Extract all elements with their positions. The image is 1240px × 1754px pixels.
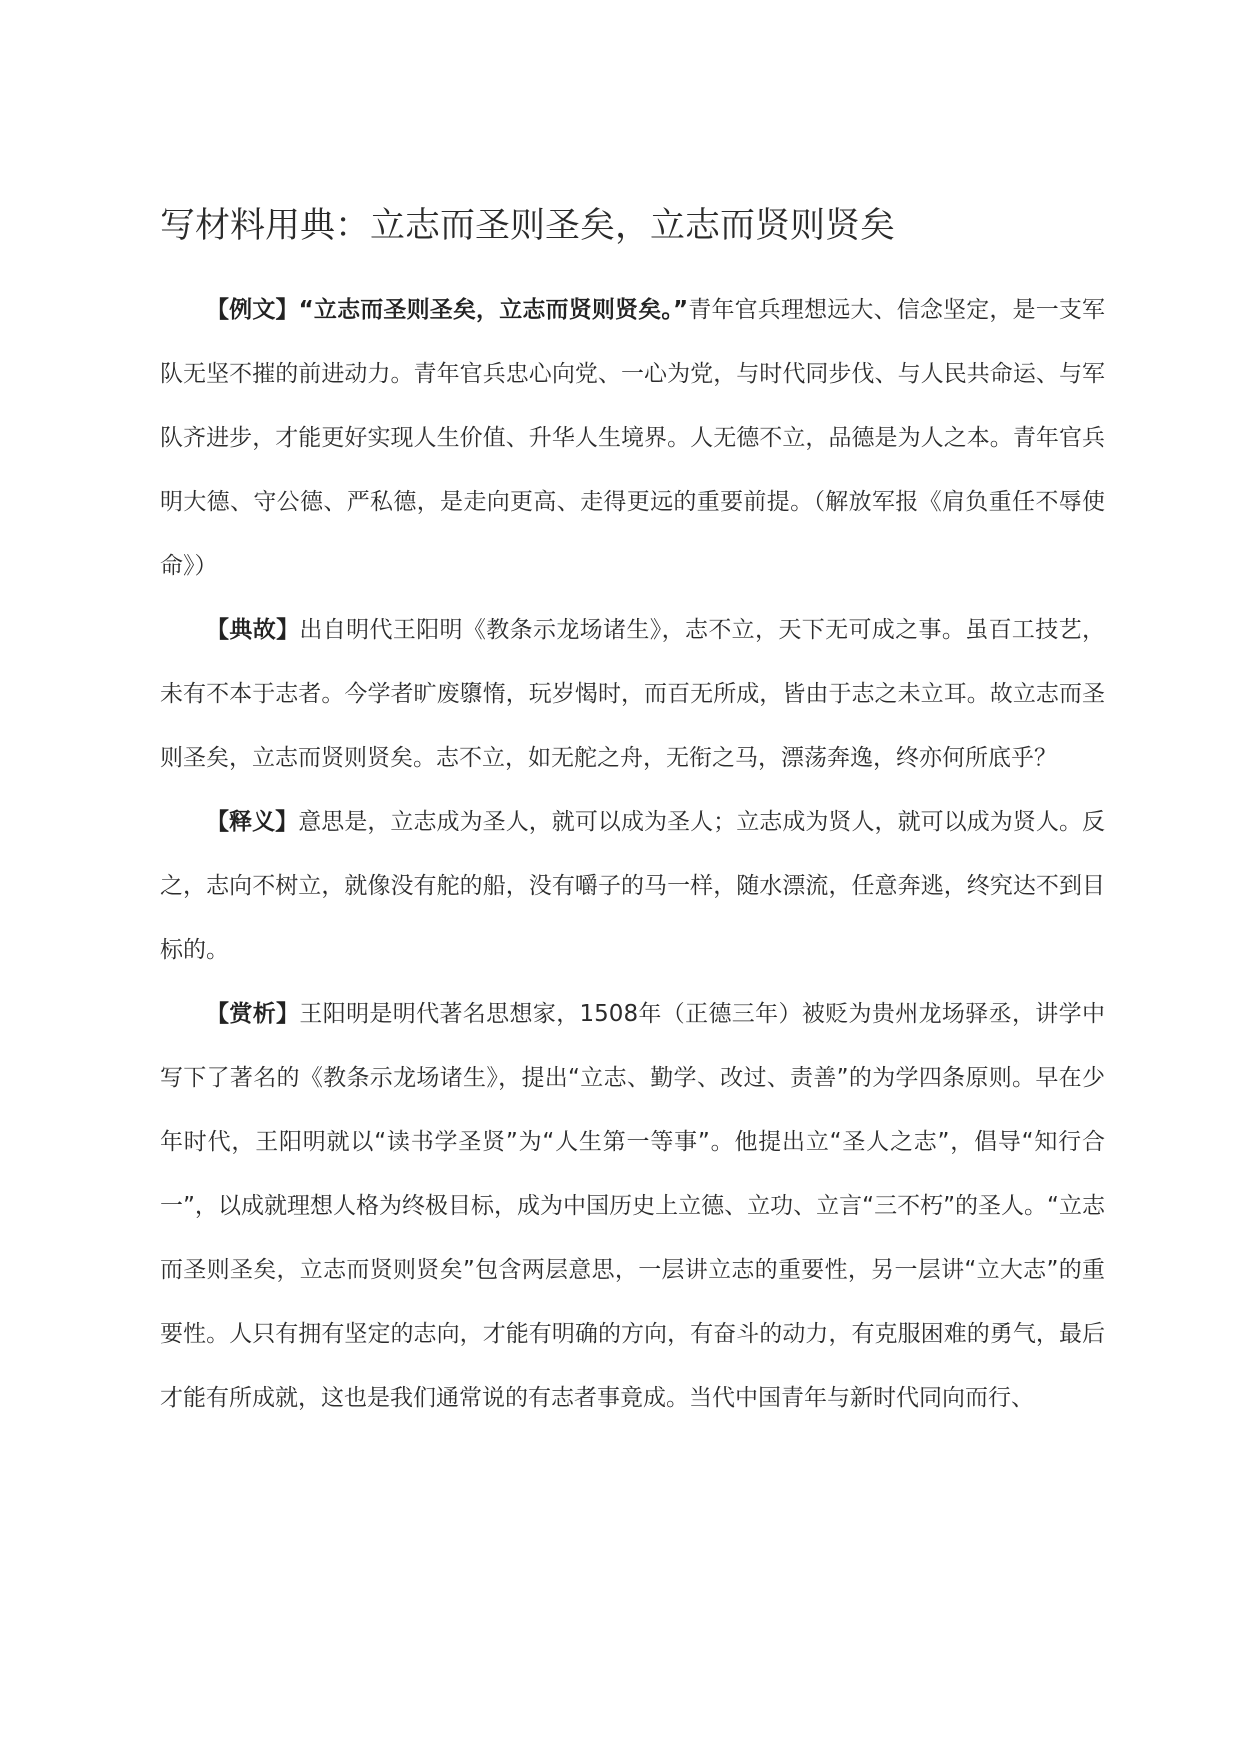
section-label: 【典故】 [206,617,300,643]
section-example [160,278,1105,598]
quote-lead: “立志而圣则圣矣，立志而贤则贤矣。” [298,297,689,323]
section-text: 意思是，立志成为圣人，就可以成为圣人；立志成为贤人，就可以成为贤人。反之，志向不树立，就像没有舵的船，没有嚼子的马一样，随水漂流，任意奔逃，终究达不到目标的。 [160,809,1106,963]
section-meaning [160,790,1105,982]
section-label: 【例文】 [206,297,299,323]
section-text: 出自明代王阳明《教条示龙场诸生》，志不立，天下无可成之事。虽百工技艺，未有不本于志者。今学者旷废隳惰，玩岁愒时，而百无所成，皆由于志之未立耳。故立志而圣则圣矣，立志而贤则贤矣。志不立，如无舵之舟，无衔之马，漂荡奔逸，终亦何所底乎？ [160,617,1106,771]
document-title: 写材料用典：立志而圣则圣矣，立志而贤则贤矣 [160,206,896,246]
section-allusion [160,598,1105,790]
section-appreciation [160,982,1105,1430]
document-body [160,278,1105,1430]
section-text: 王阳明是明代著名思想家，1508年（正德三年）被贬为贵州龙场驿丞，讲学中写下了著名的《教条示龙场诸生》，提出“立志、勤学、改过、责善”的为学四条原则。早在少年时代，王阳明就以“读书学圣贤”为“人生第一等事”。他提出立“圣人之志”，倡导“知行合一”，以成就理想人格为终极目标，成为中国历史上立德、立功、立言“三不朽”的圣人。“立志而圣则圣矣，立志而贤则贤矣”包含两层意思，一层讲立志的重要性，另一层讲“立大志”的重要性。人只有拥有坚定的志向，才能有明确的方向，有奋斗的动力，有克服困难的勇气，最后才能有所成就，这也是我们通常说的有志者事竟成。当代中国青年与新时代同向而行、 [160,1001,1105,1411]
section-label: 【赏析】 [206,1001,300,1027]
section-label: 【释义】 [206,809,299,835]
section-text: 青年官兵理想远大、信念坚定，是一支军队无坚不摧的前进动力。青年官兵忠心向党、一心为党，与时代同步伐、与人民共命运、与军队齐进步，才能更好实现人生价值、升华人生境界。人无德不立，品德是为人之本。青年官兵明大德、守公德、严私德，是走向更高、走得更远的重要前提。（解放军报《肩负重任不辱使命》） [160,297,1106,579]
